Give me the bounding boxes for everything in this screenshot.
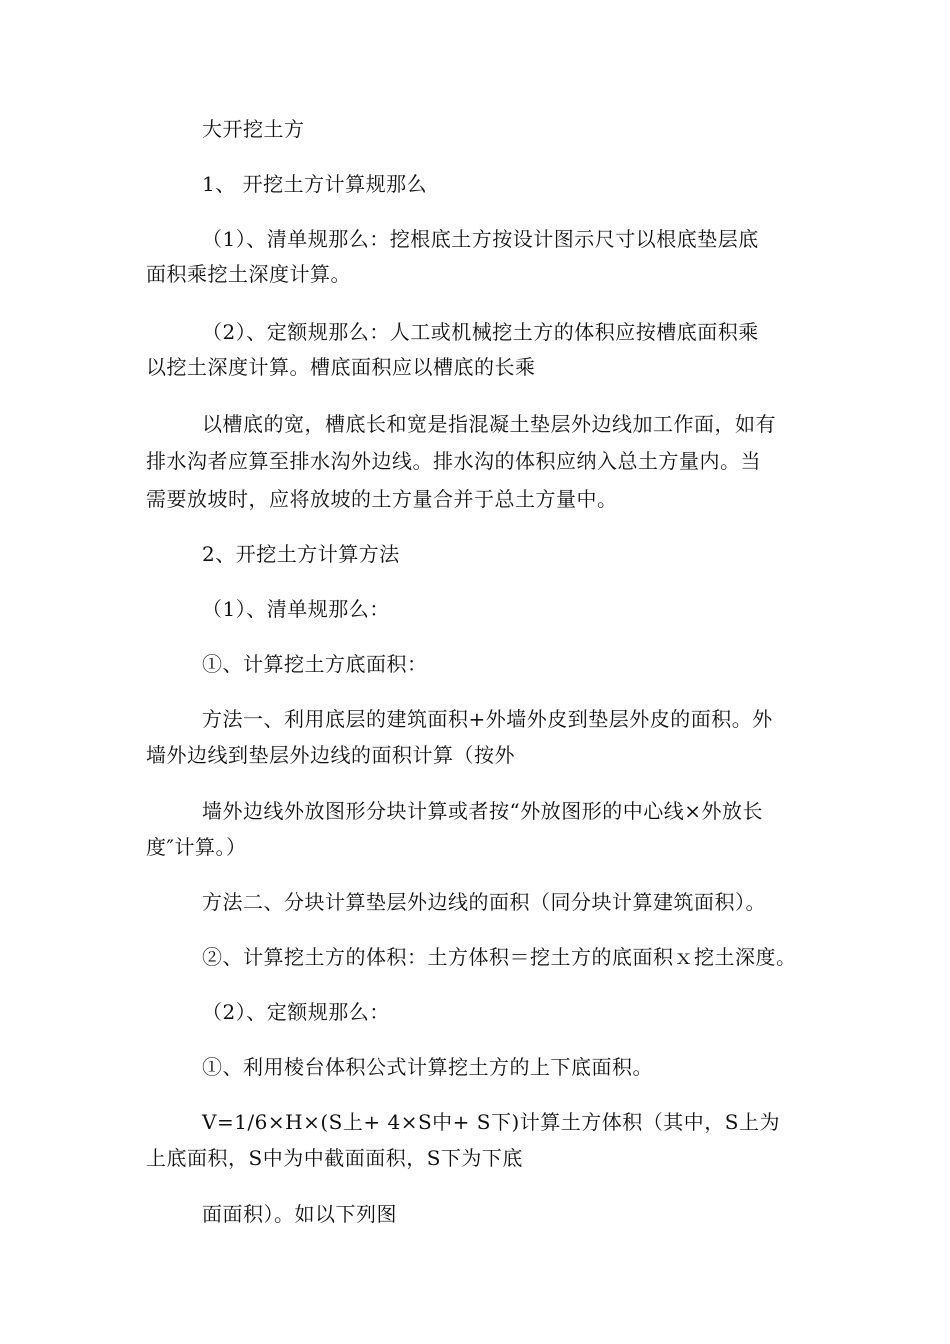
paragraph-1-line-2: 面积乘挖土深度计算。 bbox=[146, 262, 351, 286]
subsection-1-heading: （1）、清单规那么： bbox=[202, 597, 390, 621]
paragraph-3-line-1: 以槽底的宽，槽底长和宽是指混凝土垫层外边线加工作面，如有 bbox=[202, 412, 776, 436]
paragraph-3-line-2: 排水沟者应算至排水沟外边线。排水沟的体积应纳入总土方量内。当 bbox=[146, 449, 761, 473]
method-1-line-2: 墙外边线到垫层外边线的面积计算（按外 bbox=[146, 743, 515, 767]
method-1-continued-line-1: 墙外边线外放图形分块计算或者按“外放图形的中心线×外放长 bbox=[202, 799, 763, 823]
formula-line-1: V=1/6×H×(S上+ 4×S中+ S下)计算土方体积（其中，S上为 bbox=[202, 1110, 780, 1134]
paragraph-2-line-2: 以挖土深度计算。槽底面积应以槽底的长乘 bbox=[146, 355, 536, 379]
item-1: ①、计算挖土方底面积： bbox=[202, 652, 428, 676]
paragraph-1-line-1: （1）、清单规那么：挖根底土方按设计图示尺寸以根底垫层底 bbox=[202, 227, 759, 251]
method-1-line-1: 方法一、利用底层的建筑面积+外墙外皮到垫层外皮的面积。外 bbox=[202, 707, 773, 731]
method-2: 方法二、分块计算垫层外边线的面积（同分块计算建筑面积）。 bbox=[202, 890, 766, 914]
document-title: 大开挖土方 bbox=[202, 117, 305, 141]
item-2: ②、计算挖土方的体积：土方体积＝挖土方的底面积ｘ挖土深度。 bbox=[202, 945, 797, 969]
subsection-2-heading: （2）、定额规那么： bbox=[202, 1000, 390, 1024]
formula-line-2: 上底面积，S中为中截面面积，S下为下底 bbox=[146, 1146, 523, 1170]
item-3: ①、利用棱台体积公式计算挖土方的上下底面积。 bbox=[202, 1055, 653, 1079]
section-2-heading: 2、开挖土方计算方法 bbox=[202, 542, 400, 566]
formula-line-3: 面面积）。如以下列图 bbox=[202, 1202, 397, 1226]
method-1-continued-line-2: 度″计算。） bbox=[146, 835, 247, 859]
paragraph-3-line-3: 需要放坡时，应将放坡的土方量合并于总土方量中。 bbox=[146, 487, 618, 511]
paragraph-2-line-1: （2）、定额规那么：人工或机械挖土方的体积应按槽底面积乘 bbox=[202, 320, 759, 344]
section-1-heading: 1、 开挖土方计算规那么 bbox=[202, 172, 428, 196]
